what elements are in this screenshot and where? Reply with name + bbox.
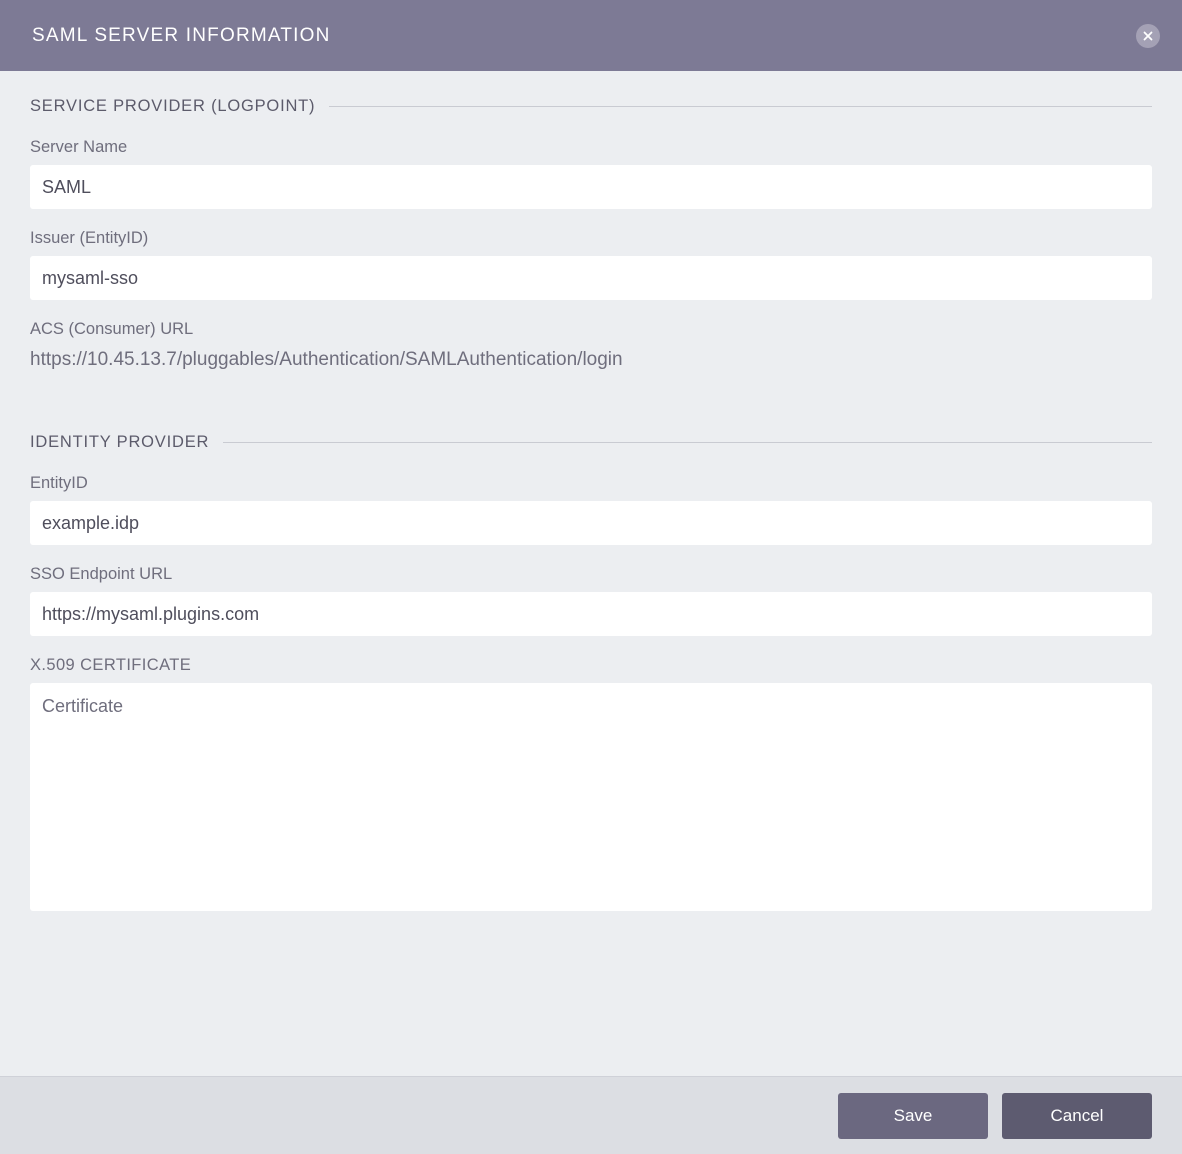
x509-certificate-label: X.509 CERTIFICATE (30, 656, 192, 674)
sso-endpoint-url-label: SSO Endpoint URL (30, 565, 173, 583)
close-icon[interactable] (1136, 24, 1160, 48)
page-title: SAML SERVER INFORMATION (32, 24, 331, 46)
service-provider-legend: SERVICE PROVIDER (LOGPOINT) (30, 97, 316, 115)
dialog-footer (0, 1076, 1182, 1154)
issuer-input[interactable] (30, 256, 1152, 300)
entity-id-label: EntityID (30, 474, 88, 492)
save-button[interactable]: Save (838, 1093, 988, 1139)
acs-url-label: ACS (Consumer) URL (30, 320, 194, 338)
field-x509-certificate (30, 656, 1152, 911)
x509-certificate-textarea[interactable] (30, 683, 1152, 911)
cancel-button[interactable]: Cancel (1002, 1093, 1152, 1139)
entity-id-input[interactable] (30, 501, 1152, 545)
identity-provider-legend: IDENTITY PROVIDER (30, 433, 210, 451)
service-provider-section-header (30, 97, 1152, 116)
dialog-body (0, 71, 1182, 1076)
section-divider (223, 442, 1152, 443)
field-issuer (30, 229, 1152, 300)
server-name-input[interactable] (30, 165, 1152, 209)
field-acs-url (30, 320, 1152, 371)
server-name-label: Server Name (30, 138, 128, 156)
dialog-header (0, 0, 1182, 71)
acs-url-value: https://10.45.13.7/pluggables/Authentication/SAMLAuthentication/login (30, 349, 623, 370)
section-divider (329, 106, 1152, 107)
issuer-label: Issuer (EntityID) (30, 229, 149, 247)
field-entity-id (30, 474, 1152, 545)
field-server-name (30, 138, 1152, 209)
field-sso-endpoint-url (30, 565, 1152, 636)
sso-endpoint-url-input[interactable] (30, 592, 1152, 636)
identity-provider-section-header (30, 433, 1152, 452)
section-spacer (30, 391, 1152, 433)
